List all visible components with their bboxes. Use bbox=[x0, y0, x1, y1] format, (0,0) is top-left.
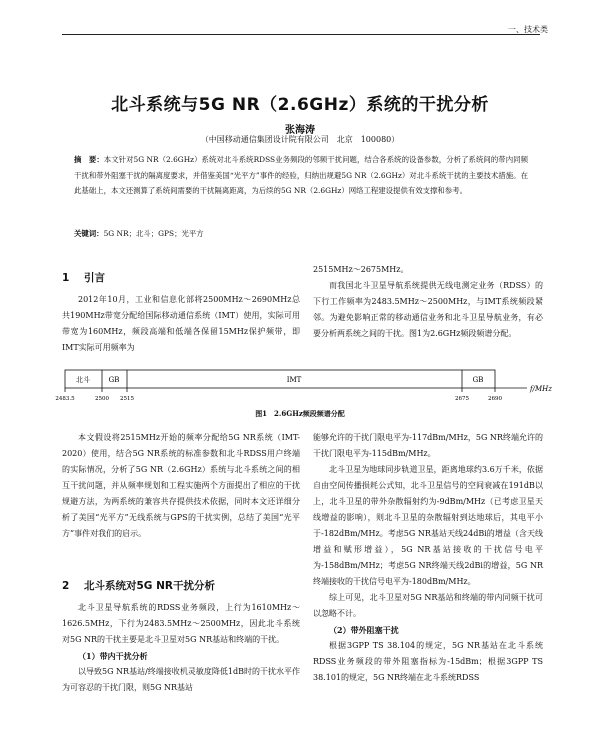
abstract-label: 摘 要： bbox=[74, 155, 104, 164]
section-2-title: 北斗系统对5G NR干扰分析 bbox=[84, 580, 215, 592]
abstract-text: 本文针对5G NR（2.6GHz）系统对北斗系统RDSS业务频段的邻频干扰问题，结合各系统的设备参数，分析了系统间的带内同频干扰和带外阻塞干扰的隔离度要求，并借鉴美国“光平方”事件的经验，归纳出规避5G NR（2.6GHz）对北斗系统干扰的主要技术措施。在此基础上，本文还测算了系统间需要的干扰隔离距离，为后续的5G NR（2.6GHz）网络工程建设提供有效支撑和参考。 bbox=[74, 155, 528, 195]
tick-label-2515: 2515 bbox=[120, 396, 134, 402]
keywords bbox=[74, 228, 528, 239]
rdss-paragraph: 而我国北斗卫星导航系统提供无线电测定业务（RDSS）的下行工作频率为2483.5MHz～2500MHz，与IMT系统频段紧邻。为避免影响正常的移动通信业务和北斗卫星导航业务，有必要分析两系统之间的干扰。图1为2.6GHz频段频谱分配。 bbox=[313, 281, 543, 338]
section-1-heading bbox=[62, 270, 105, 285]
section-2-paragraph-1: 北斗卫星导航系统的RDSS业务频段，上行为1610MHz～1626.5MHz，下行为2483.5MHz～2500MHz，因此北斗系统对5G NR的干扰主要是北斗卫星对5G NR基站和终端的干扰。 bbox=[62, 603, 300, 644]
conclusion-paragraph: 综上可见，北斗卫星对5G NR基站和终端的带内同频干扰可以忽略不计。 bbox=[313, 593, 543, 618]
tick-label-2675: 2675 bbox=[455, 396, 469, 402]
section-2-paragraph-2: 以导致5G NR基站/终端接收机灵敏度降低1dB时的干扰水平作为可容忍的干扰门限，则5G NR基站 bbox=[62, 667, 300, 692]
keywords-label: 关键词： bbox=[74, 229, 104, 238]
label-guard-high: GB bbox=[472, 376, 484, 384]
label-imt: IMT bbox=[286, 376, 302, 384]
author: 张海涛 bbox=[285, 125, 315, 136]
affiliation: （中国移动通信集团设计院有限公司 北京 100080） bbox=[200, 135, 400, 144]
section-2-heading bbox=[62, 578, 215, 593]
section-1-title: 引言 bbox=[84, 272, 105, 284]
blocking-paragraph: 根据3GPP TS 38.104的规定，5G NR基站在北斗系统RDSS业务频段的带外阻塞指标为-15dBm；根据3GPP TS 38.101的规定，5G NR终端在北斗系统RDSS bbox=[313, 641, 543, 682]
section-2-body bbox=[62, 600, 300, 696]
header-rule bbox=[62, 34, 540, 35]
spectrum-figure bbox=[55, 366, 552, 406]
right-column-body bbox=[313, 430, 543, 686]
intro-paragraph-2: 本文假设将2515MHz开始的频率分配给5G NR系统（IMT-2020）使用，结合5G NR系统的标准参数和北斗RDSS用户终端的实际情况，分析了5G NR（2.6GHz）系统与北斗系统之间的相互干扰问题，并从频率规划和工程实施两个方面提出了相应的干扰规避方法，为两系统的兼容共存提供技术依据，同时本文还详细分析了美国“光平方”无线系统与GPS的干扰实例，总结了美国“光平方”事件对我们的启示。 bbox=[62, 433, 300, 538]
axis-label: f/MHz bbox=[530, 385, 552, 393]
section-1-number: 1 bbox=[62, 272, 70, 284]
right-column-top bbox=[313, 262, 543, 342]
label-guard-low: GB bbox=[108, 376, 120, 384]
paper-title: 北斗系统与5G NR（2.6GHz）系统的干扰分析 bbox=[111, 95, 489, 115]
figure-caption: 图1 2.6GHz频段频谱分配 bbox=[255, 409, 345, 418]
continued-text: 2515MHz～2675MHz。 bbox=[313, 265, 409, 274]
keywords-text: 5G NR；北斗；GPS；光平方 bbox=[103, 229, 204, 238]
subsection-in-band: （1）带内干扰分析 bbox=[78, 651, 148, 661]
section-1-paragraph: 2012年10月，工业和信息化部将2500MHz～2690MHz总共190MHz带宽分配给国际移动通信系统（IMT）使用，实际可用带宽为160MHz，频段高端和低端各保留15MHz保护频带，即IMT实际可用频率为 bbox=[62, 295, 300, 352]
threshold-paragraph: 能够允许的干扰门限电平为-117dBm/MHz，5G NR终端允许的干扰门限电平为-115dBm/MHz。 bbox=[313, 433, 543, 458]
tick-label-2500: 2500 bbox=[95, 396, 109, 402]
section-2-number: 2 bbox=[62, 580, 70, 592]
spectrum-band-frame bbox=[65, 370, 495, 388]
subsection-blocking: （2）带外阻塞干扰 bbox=[329, 625, 399, 635]
satellite-paragraph: 北斗卫星为地球同步轨道卫星，距离地球约3.6万千米，依据自由空间传播损耗公式知，北斗卫星信号的空间衰减在191dB以上，北斗卫星的带外杂散辐射约为-9dBm/MHz（已考虑卫星天线增益的影响），则北斗卫星的杂散辐射到达地球后，其电平小于-182dBm/MHz。考虑5G NR基站天线24dBi的增益（含天线增益和赋形增益），5G NR基站接收的干扰信号电平为-158dBm/MHz；考虑5G NR终端天线2dBi的增益，5G NR终端接收的干扰信号电平为-180dBm/MHz。 bbox=[313, 465, 543, 586]
label-beidou: 北斗 bbox=[76, 376, 90, 384]
abstract bbox=[74, 152, 528, 199]
running-head: 一、技术类 bbox=[508, 25, 548, 34]
tick-label-2483-5: 2483.5 bbox=[55, 396, 75, 402]
tick-label-2690: 2690 bbox=[488, 396, 502, 402]
